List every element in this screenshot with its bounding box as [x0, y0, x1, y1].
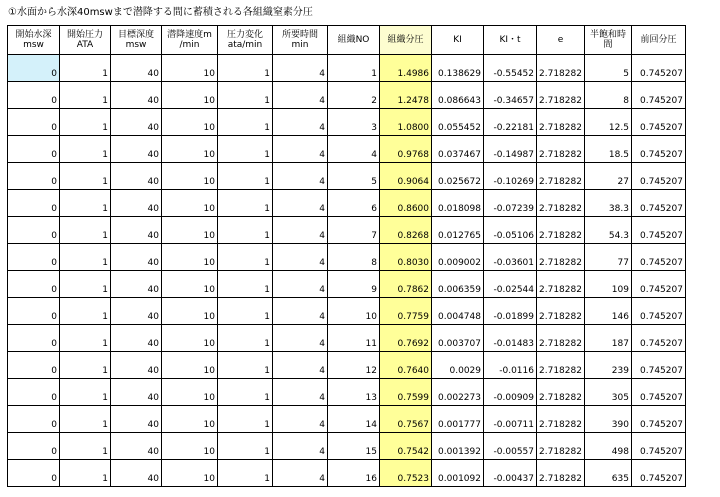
cell-descent-rate[interactable]: 10: [162, 163, 218, 190]
cell-target-depth[interactable]: 40: [111, 55, 162, 82]
cell-required-time[interactable]: 4: [273, 325, 328, 352]
table-row: [8, 325, 686, 352]
cell-target-depth[interactable]: 40: [111, 406, 162, 433]
cell-tissue-no[interactable]: 4: [328, 136, 380, 163]
cell-previous-partial-pressure[interactable]: 0.745207: [631, 433, 685, 460]
cell-target-depth[interactable]: 40: [111, 298, 162, 325]
cell-half-saturation-time[interactable]: 12.5: [584, 109, 631, 136]
cell-descent-rate[interactable]: 10: [162, 55, 218, 82]
cell-start-depth[interactable]: 0: [8, 163, 60, 190]
cell-required-time[interactable]: 4: [273, 298, 328, 325]
cell-start-pressure[interactable]: 1: [60, 82, 111, 109]
cell-descent-rate[interactable]: 10: [162, 136, 218, 163]
cell-start-depth[interactable]: 0: [8, 244, 60, 271]
cell-ki-t[interactable]: -0.34657: [484, 82, 537, 109]
col-header-label: 前回分圧: [640, 35, 677, 45]
cell-ki-t[interactable]: -0.05106: [484, 217, 537, 244]
cell-tissue-partial-pressure[interactable]: 0.7640: [380, 352, 432, 379]
sheet-title: ①水面から水深40mswまで潜降する間に蓄積される各組織窒素分圧: [8, 7, 313, 18]
cell-half-saturation-time[interactable]: 305: [584, 379, 631, 406]
cell-tissue-partial-pressure[interactable]: 0.8600: [380, 190, 432, 217]
cell-target-depth[interactable]: 40: [111, 109, 162, 136]
cell-tissue-partial-pressure[interactable]: 0.9768: [380, 136, 432, 163]
col-header-tissue-partial-pressure[interactable]: [380, 26, 432, 55]
cell-half-saturation-time[interactable]: 27: [584, 163, 631, 190]
cell-ki[interactable]: 0.001777: [432, 406, 484, 433]
col-header-label: KI・t: [499, 35, 521, 45]
cell-tissue-partial-pressure[interactable]: 0.7599: [380, 379, 432, 406]
cell-pressure-change[interactable]: 1: [218, 298, 273, 325]
cell-target-depth[interactable]: 40: [111, 163, 162, 190]
cell-tissue-no[interactable]: 9: [328, 271, 380, 298]
cell-e[interactable]: 2.718282: [537, 325, 585, 352]
cell-ki[interactable]: 0.006359: [432, 271, 484, 298]
cell-tissue-partial-pressure[interactable]: 0.7759: [380, 298, 432, 325]
cell-tissue-no[interactable]: 15: [328, 433, 380, 460]
cell-ki[interactable]: 0.055452: [432, 109, 484, 136]
col-header-half-saturation-time[interactable]: [584, 26, 631, 55]
col-header-start-depth[interactable]: [8, 26, 60, 55]
cell-half-saturation-time[interactable]: 38.3: [584, 190, 631, 217]
cell-descent-rate[interactable]: 10: [162, 244, 218, 271]
cell-required-time[interactable]: 4: [273, 406, 328, 433]
table-row: [8, 55, 686, 82]
cell-tissue-no[interactable]: 8: [328, 244, 380, 271]
col-header-descent-rate[interactable]: [162, 26, 218, 55]
cell-tissue-no[interactable]: 3: [328, 109, 380, 136]
cell-tissue-partial-pressure[interactable]: 0.7567: [380, 406, 432, 433]
cell-e[interactable]: 2.718282: [537, 460, 585, 487]
cell-descent-rate[interactable]: 10: [162, 271, 218, 298]
cell-required-time[interactable]: 4: [273, 190, 328, 217]
cell-ki-t[interactable]: -0.00909: [484, 379, 537, 406]
cell-target-depth[interactable]: 40: [111, 352, 162, 379]
col-header-ki[interactable]: [432, 26, 484, 55]
cell-pressure-change[interactable]: 1: [218, 82, 273, 109]
data-table: [7, 25, 686, 487]
cell-start-depth[interactable]: 0: [8, 190, 60, 217]
cell-tissue-no[interactable]: 6: [328, 190, 380, 217]
cell-pressure-change[interactable]: 1: [218, 271, 273, 298]
cell-start-pressure[interactable]: 1: [60, 379, 111, 406]
cell-ki[interactable]: 0.009002: [432, 244, 484, 271]
cell-descent-rate[interactable]: 10: [162, 460, 218, 487]
cell-tissue-no[interactable]: 1: [328, 55, 380, 82]
cell-target-depth[interactable]: 40: [111, 379, 162, 406]
cell-pressure-change[interactable]: 1: [218, 379, 273, 406]
table-row: [8, 244, 686, 271]
col-header-start-pressure[interactable]: [60, 26, 111, 55]
col-header-unit: ATA: [76, 40, 94, 50]
cell-e[interactable]: 2.718282: [537, 190, 585, 217]
header-row: [8, 26, 686, 55]
table-row: [8, 406, 686, 433]
col-header-label: 所要時間: [281, 30, 318, 40]
col-header-label: 組織NO: [337, 35, 370, 45]
cell-target-depth[interactable]: 40: [111, 325, 162, 352]
cell-start-pressure[interactable]: 1: [60, 352, 111, 379]
cell-e[interactable]: 2.718282: [537, 55, 585, 82]
cell-half-saturation-time[interactable]: 5: [584, 55, 631, 82]
cell-tissue-no[interactable]: 2: [328, 82, 380, 109]
cell-previous-partial-pressure[interactable]: 0.745207: [631, 82, 685, 109]
table-row: [8, 82, 686, 109]
cell-e[interactable]: 2.718282: [537, 352, 585, 379]
cell-ki-t[interactable]: -0.07239: [484, 190, 537, 217]
cell-pressure-change[interactable]: 1: [218, 190, 273, 217]
col-header-unit: msw: [23, 40, 44, 50]
cell-ki[interactable]: 0.003707: [432, 325, 484, 352]
cell-tissue-partial-pressure[interactable]: 0.9064: [380, 163, 432, 190]
cell-start-pressure[interactable]: 1: [60, 109, 111, 136]
cell-start-pressure[interactable]: 1: [60, 136, 111, 163]
cell-previous-partial-pressure[interactable]: 0.745207: [631, 460, 685, 487]
cell-ki-t[interactable]: -0.01899: [484, 298, 537, 325]
cell-ki[interactable]: 0.004748: [432, 298, 484, 325]
cell-ki[interactable]: 0.001392: [432, 433, 484, 460]
cell-previous-partial-pressure[interactable]: 0.745207: [631, 271, 685, 298]
cell-required-time[interactable]: 4: [273, 55, 328, 82]
cell-e[interactable]: 2.718282: [537, 82, 585, 109]
cell-ki[interactable]: 0.037467: [432, 136, 484, 163]
cell-e[interactable]: 2.718282: [537, 271, 585, 298]
cell-half-saturation-time[interactable]: 498: [584, 433, 631, 460]
cell-pressure-change[interactable]: 1: [218, 136, 273, 163]
cell-ki[interactable]: 0.001092: [432, 460, 484, 487]
table-row: [8, 460, 686, 487]
table-row: [8, 136, 686, 163]
cell-ki-t[interactable]: -0.00557: [484, 433, 537, 460]
cell-target-depth[interactable]: 40: [111, 433, 162, 460]
cell-start-depth[interactable]: 0: [8, 325, 60, 352]
col-header-previous-partial-pressure[interactable]: [631, 26, 685, 55]
cell-e[interactable]: 2.718282: [537, 433, 585, 460]
cell-start-pressure[interactable]: 1: [60, 217, 111, 244]
cell-half-saturation-time[interactable]: 635: [584, 460, 631, 487]
cell-previous-partial-pressure[interactable]: 0.745207: [631, 352, 685, 379]
cell-target-depth[interactable]: 40: [111, 190, 162, 217]
cell-ki-t[interactable]: -0.55452: [484, 55, 537, 82]
cell-descent-rate[interactable]: 10: [162, 82, 218, 109]
cell-ki[interactable]: 0.0029: [432, 352, 484, 379]
cell-previous-partial-pressure[interactable]: 0.745207: [631, 217, 685, 244]
cell-required-time[interactable]: 4: [273, 82, 328, 109]
cell-target-depth[interactable]: 40: [111, 82, 162, 109]
col-header-label: 半飽和時: [589, 30, 626, 40]
cell-tissue-no[interactable]: 10: [328, 298, 380, 325]
cell-half-saturation-time[interactable]: 146: [584, 298, 631, 325]
table-row: [8, 163, 686, 190]
cell-half-saturation-time[interactable]: 109: [584, 271, 631, 298]
cell-target-depth[interactable]: 40: [111, 217, 162, 244]
table-row: [8, 217, 686, 244]
cell-half-saturation-time[interactable]: 187: [584, 325, 631, 352]
cell-half-saturation-time[interactable]: 77: [584, 244, 631, 271]
col-header-unit: msw: [125, 40, 147, 50]
cell-ki[interactable]: 0.138629: [432, 55, 484, 82]
cell-tissue-no[interactable]: 11: [328, 325, 380, 352]
cell-e[interactable]: 2.718282: [537, 406, 585, 433]
cell-previous-partial-pressure[interactable]: 0.745207: [631, 163, 685, 190]
cell-descent-rate[interactable]: 10: [162, 109, 218, 136]
cell-tissue-partial-pressure[interactable]: 0.7862: [380, 271, 432, 298]
cell-pressure-change[interactable]: 1: [218, 217, 273, 244]
col-header-label: 開始水深: [15, 30, 52, 40]
cell-start-pressure[interactable]: 1: [60, 406, 111, 433]
cell-start-depth[interactable]: 0: [8, 136, 60, 163]
cell-e[interactable]: 2.718282: [537, 136, 585, 163]
cell-start-depth[interactable]: 0: [8, 352, 60, 379]
cell-descent-rate[interactable]: 10: [162, 379, 218, 406]
cell-start-depth[interactable]: 0: [8, 406, 60, 433]
cell-previous-partial-pressure[interactable]: 0.745207: [631, 406, 685, 433]
cell-previous-partial-pressure[interactable]: 0.745207: [631, 55, 685, 82]
cell-tissue-partial-pressure[interactable]: 0.7542: [380, 433, 432, 460]
cell-pressure-change[interactable]: 1: [218, 433, 273, 460]
cell-ki-t[interactable]: -0.22181: [484, 109, 537, 136]
cell-e[interactable]: 2.718282: [537, 217, 585, 244]
cell-tissue-partial-pressure[interactable]: 1.2478: [380, 82, 432, 109]
table-row: [8, 433, 686, 460]
col-header-ki-t[interactable]: [484, 26, 537, 55]
cell-ki-t[interactable]: -0.01483: [484, 325, 537, 352]
cell-required-time[interactable]: 4: [273, 433, 328, 460]
cell-required-time[interactable]: 4: [273, 109, 328, 136]
cell-pressure-change[interactable]: 1: [218, 55, 273, 82]
cell-e[interactable]: 2.718282: [537, 298, 585, 325]
cell-start-depth[interactable]: 0: [8, 379, 60, 406]
cell-descent-rate[interactable]: 10: [162, 325, 218, 352]
cell-half-saturation-time[interactable]: 390: [584, 406, 631, 433]
cell-half-saturation-time[interactable]: 8: [584, 82, 631, 109]
cell-ki-t[interactable]: -0.02544: [484, 271, 537, 298]
cell-e[interactable]: 2.718282: [537, 109, 585, 136]
cell-required-time[interactable]: 4: [273, 271, 328, 298]
col-header-label: 組織分圧: [387, 35, 424, 45]
cell-start-depth[interactable]: 0: [8, 55, 60, 82]
cell-required-time[interactable]: 4: [273, 379, 328, 406]
cell-pressure-change[interactable]: 1: [218, 325, 273, 352]
cell-start-depth[interactable]: 0: [8, 460, 60, 487]
cell-descent-rate[interactable]: 10: [162, 217, 218, 244]
cell-start-depth[interactable]: 0: [8, 433, 60, 460]
table-row: [8, 190, 686, 217]
cell-tissue-no[interactable]: 14: [328, 406, 380, 433]
cell-previous-partial-pressure[interactable]: 0.745207: [631, 136, 685, 163]
cell-tissue-partial-pressure[interactable]: 0.8268: [380, 217, 432, 244]
cell-previous-partial-pressure[interactable]: 0.745207: [631, 190, 685, 217]
col-header-tissue-no[interactable]: [328, 26, 380, 55]
cell-ki[interactable]: 0.018098: [432, 190, 484, 217]
cell-pressure-change[interactable]: 1: [218, 460, 273, 487]
table-body: [8, 55, 686, 487]
col-header-unit: /min: [179, 40, 200, 50]
cell-previous-partial-pressure[interactable]: 0.745207: [631, 244, 685, 271]
cell-start-pressure[interactable]: 1: [60, 271, 111, 298]
cell-start-pressure[interactable]: 1: [60, 190, 111, 217]
cell-required-time[interactable]: 4: [273, 460, 328, 487]
cell-tissue-no[interactable]: 16: [328, 460, 380, 487]
cell-target-depth[interactable]: 40: [111, 271, 162, 298]
table-row: [8, 109, 686, 136]
cell-tissue-partial-pressure[interactable]: 0.7523: [380, 460, 432, 487]
col-header-label: 潜降速度m: [167, 30, 212, 40]
cell-ki-t[interactable]: -0.00711: [484, 406, 537, 433]
col-header-label: KI: [453, 35, 462, 45]
cell-pressure-change[interactable]: 1: [218, 352, 273, 379]
cell-tissue-partial-pressure[interactable]: 0.8030: [380, 244, 432, 271]
cell-ki[interactable]: 0.086643: [432, 82, 484, 109]
col-header-label: e: [557, 35, 564, 45]
cell-target-depth[interactable]: 40: [111, 460, 162, 487]
cell-descent-rate[interactable]: 10: [162, 190, 218, 217]
cell-half-saturation-time[interactable]: 54.3: [584, 217, 631, 244]
cell-tissue-partial-pressure[interactable]: 1.0800: [380, 109, 432, 136]
cell-pressure-change[interactable]: 1: [218, 406, 273, 433]
cell-start-pressure[interactable]: 1: [60, 55, 111, 82]
col-header-target-depth[interactable]: [111, 26, 162, 55]
cell-required-time[interactable]: 4: [273, 217, 328, 244]
col-header-unit: 間: [603, 40, 613, 50]
cell-descent-rate[interactable]: 10: [162, 433, 218, 460]
cell-pressure-change[interactable]: 1: [218, 109, 273, 136]
cell-ki-t[interactable]: -0.14987: [484, 136, 537, 163]
cell-target-depth[interactable]: 40: [111, 244, 162, 271]
cell-ki[interactable]: 0.025672: [432, 163, 484, 190]
cell-ki-t[interactable]: -0.10269: [484, 163, 537, 190]
col-header-label: 開始圧力: [66, 30, 103, 40]
cell-half-saturation-time[interactable]: 239: [584, 352, 631, 379]
cell-descent-rate[interactable]: 10: [162, 352, 218, 379]
cell-tissue-partial-pressure[interactable]: 0.7692: [380, 325, 432, 352]
cell-half-saturation-time[interactable]: 18.5: [584, 136, 631, 163]
col-header-e[interactable]: [537, 26, 585, 55]
cell-start-pressure[interactable]: 1: [60, 433, 111, 460]
col-header-label: 目標深度: [117, 30, 154, 40]
cell-descent-rate[interactable]: 10: [162, 406, 218, 433]
cell-required-time[interactable]: 4: [273, 136, 328, 163]
cell-start-pressure[interactable]: 1: [60, 298, 111, 325]
col-header-label: 圧力変化: [226, 30, 263, 40]
cell-target-depth[interactable]: 40: [111, 136, 162, 163]
cell-start-pressure[interactable]: 1: [60, 460, 111, 487]
cell-previous-partial-pressure[interactable]: 0.745207: [631, 109, 685, 136]
cell-ki-t[interactable]: -0.0116: [484, 352, 537, 379]
cell-ki-t[interactable]: -0.03601: [484, 244, 537, 271]
cell-pressure-change[interactable]: 1: [218, 163, 273, 190]
cell-required-time[interactable]: 4: [273, 244, 328, 271]
table-row: [8, 271, 686, 298]
cell-ki[interactable]: 0.002273: [432, 379, 484, 406]
cell-ki-t[interactable]: -0.00437: [484, 460, 537, 487]
cell-previous-partial-pressure[interactable]: 0.745207: [631, 325, 685, 352]
table-row: [8, 379, 686, 406]
cell-start-pressure[interactable]: 1: [60, 163, 111, 190]
cell-descent-rate[interactable]: 10: [162, 298, 218, 325]
col-header-required-time[interactable]: [273, 26, 328, 55]
cell-pressure-change[interactable]: 1: [218, 244, 273, 271]
cell-start-depth[interactable]: 0: [8, 217, 60, 244]
cell-start-depth[interactable]: 0: [8, 82, 60, 109]
cell-start-depth[interactable]: 0: [8, 298, 60, 325]
cell-start-pressure[interactable]: 1: [60, 325, 111, 352]
cell-required-time[interactable]: 4: [273, 163, 328, 190]
cell-previous-partial-pressure[interactable]: 0.745207: [631, 298, 685, 325]
cell-start-depth[interactable]: 0: [8, 271, 60, 298]
cell-tissue-no[interactable]: 12: [328, 352, 380, 379]
col-header-unit: ata/min: [227, 40, 263, 50]
cell-tissue-no[interactable]: 7: [328, 217, 380, 244]
cell-tissue-partial-pressure[interactable]: 1.4986: [380, 55, 432, 82]
table-row: [8, 298, 686, 325]
cell-e[interactable]: 2.718282: [537, 379, 585, 406]
cell-tissue-no[interactable]: 13: [328, 379, 380, 406]
cell-ki[interactable]: 0.012765: [432, 217, 484, 244]
cell-tissue-no[interactable]: 5: [328, 163, 380, 190]
col-header-pressure-change[interactable]: [218, 26, 273, 55]
cell-e[interactable]: 2.718282: [537, 244, 585, 271]
cell-e[interactable]: 2.718282: [537, 163, 585, 190]
cell-start-depth[interactable]: 0: [8, 109, 60, 136]
cell-required-time[interactable]: 4: [273, 352, 328, 379]
cell-start-pressure[interactable]: 1: [60, 244, 111, 271]
table-row: [8, 352, 686, 379]
cell-previous-partial-pressure[interactable]: 0.745207: [631, 379, 685, 406]
col-header-unit: min: [291, 40, 309, 50]
